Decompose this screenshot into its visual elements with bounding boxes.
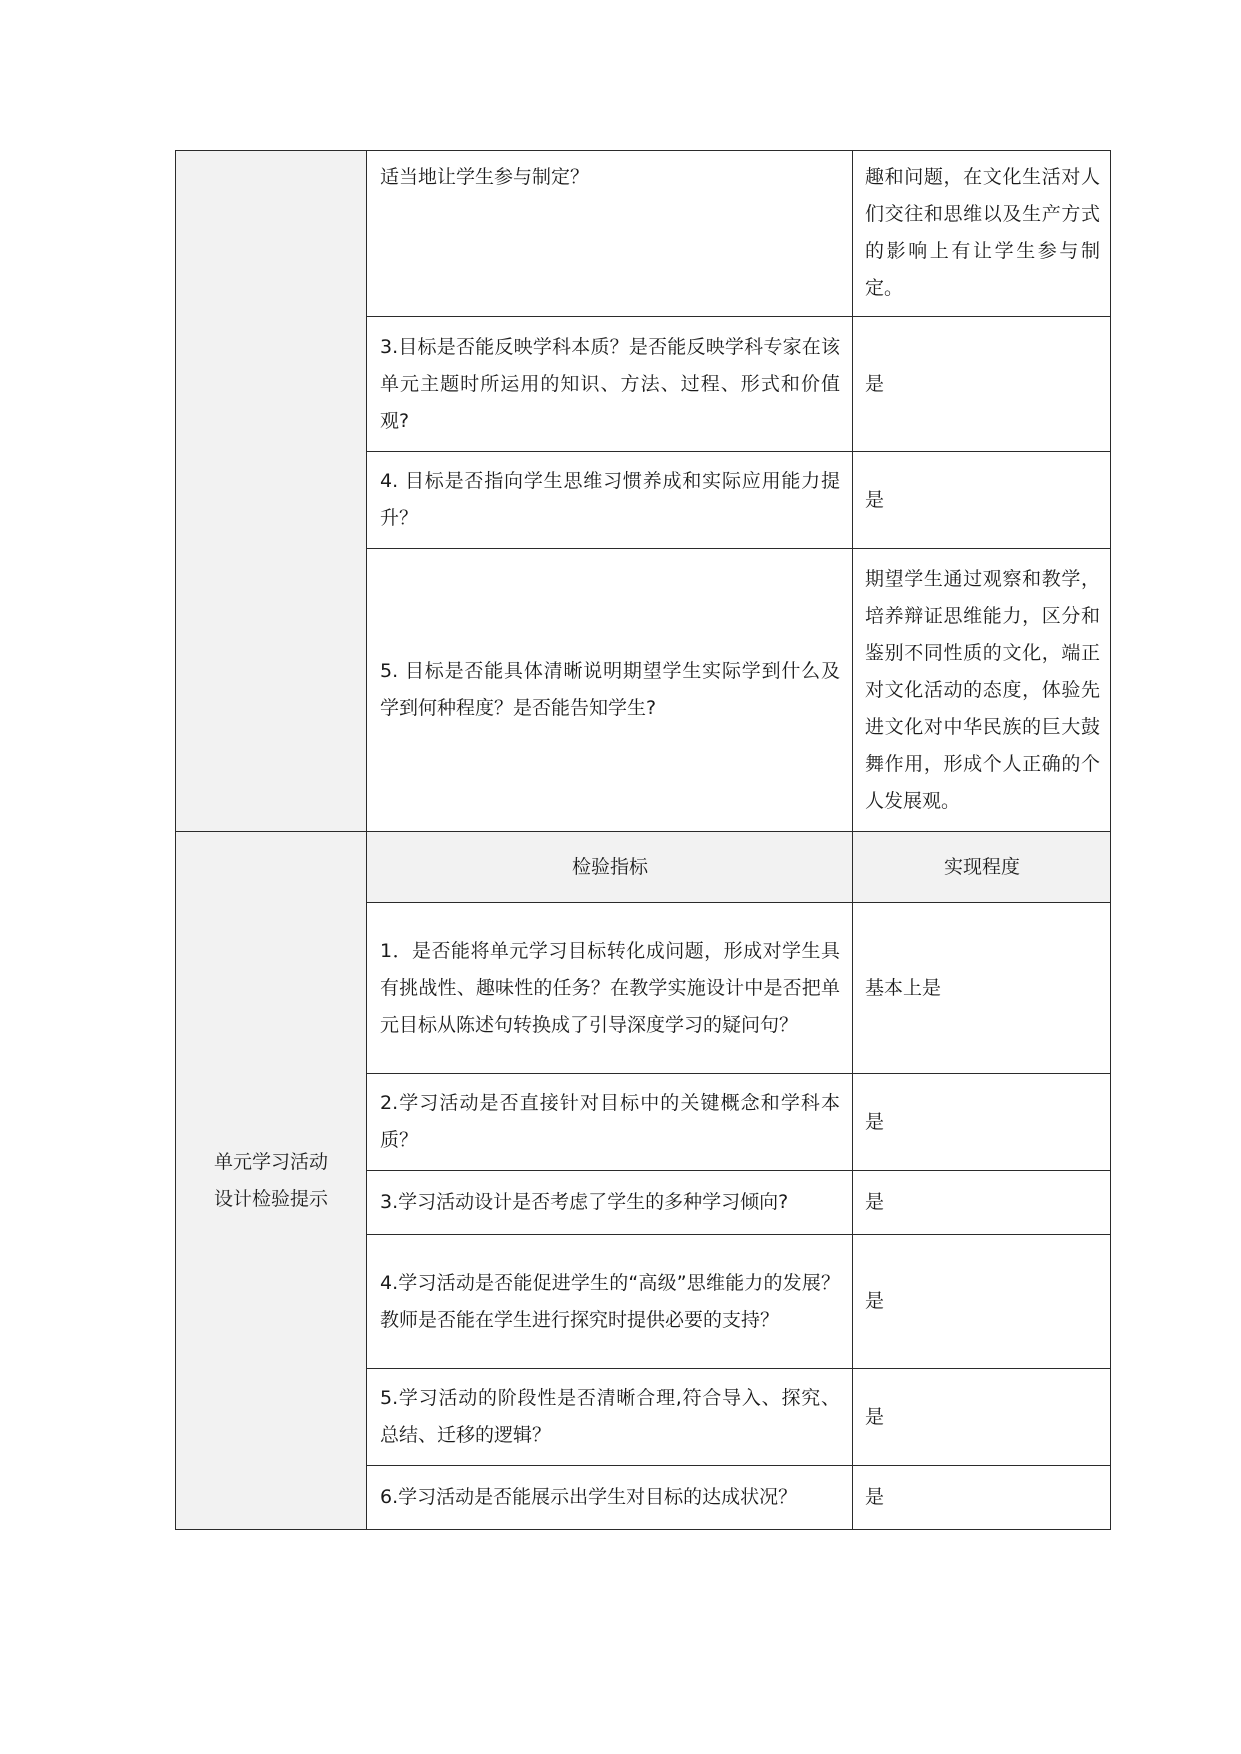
header-indicator: 检验指标 xyxy=(367,832,853,903)
activity-question-cell: 5.学习活动的阶段性是否清晰合理,符合导入、探究、总结、迁移的逻辑？ xyxy=(367,1369,853,1466)
goal-question-cell: 3.目标是否能反映学科本质？是否能反映学科专家在该单元主题时所运用的知识、方法、过程、形式和价值观? xyxy=(367,317,853,452)
activity-section-label-line1: 单元学习活动 xyxy=(213,1150,328,1173)
activity-answer-cell: 是 xyxy=(853,1369,1111,1466)
activity-answer-cell: 是 xyxy=(853,1235,1111,1369)
goal-question-cell: 适当地让学生参与制定？ xyxy=(367,151,853,317)
lesson-check-table xyxy=(175,150,1111,1530)
goal-answer-cell: 是 xyxy=(853,452,1111,549)
activity-answer-cell: 是 xyxy=(853,1171,1111,1235)
table-header-row xyxy=(176,832,1111,903)
goal-answer-cell: 期望学生通过观察和教学，培养辩证思维能力，区分和鉴别不同性质的文化，端正对文化活动的态度，体验先进文化对中华民族的巨大鼓舞作用，形成个人正确的个人发展观。 xyxy=(853,549,1111,832)
goal-answer-cell: 是 xyxy=(853,317,1111,452)
activity-question-cell: 2.学习活动是否直接针对目标中的关键概念和学科本质？ xyxy=(367,1074,853,1171)
goal-answer-cell: 趣和问题，在文化生活对人们交往和思维以及生产方式的影响上有让学生参与制定。 xyxy=(853,151,1111,317)
goal-question-cell: 4. 目标是否指向学生思维习惯养成和实际应用能力提升？ xyxy=(367,452,853,549)
activity-answer-cell: 是 xyxy=(853,1466,1111,1530)
activity-question-cell: 6.学习活动是否能展示出学生对目标的达成状况？ xyxy=(367,1466,853,1530)
goal-section-label-cell xyxy=(176,151,367,832)
activity-question-cell: 3.学习活动设计是否考虑了学生的多种学习倾向? xyxy=(367,1171,853,1235)
activity-question-cell: 1．是否能将单元学习目标转化成问题，形成对学生具有挑战性、趣味性的任务？在教学实施设计中是否把单元目标从陈述句转换成了引导深度学习的疑问句？ xyxy=(367,903,853,1074)
activity-answer-cell: 是 xyxy=(853,1074,1111,1171)
activity-answer-cell: 基本上是 xyxy=(853,903,1111,1074)
activity-section-label xyxy=(176,832,367,1530)
goal-question-cell: 5. 目标是否能具体清晰说明期望学生实际学到什么及学到何种程度？是否能告知学生? xyxy=(367,549,853,832)
activity-question-cell: 4.学习活动是否能促进学生的“高级”思维能力的发展？教师是否能在学生进行探究时提供必要的支持？ xyxy=(367,1235,853,1369)
table-row xyxy=(176,151,1111,317)
activity-section-label-line2: 设计检验提示 xyxy=(213,1187,328,1210)
header-degree: 实现程度 xyxy=(853,832,1111,903)
